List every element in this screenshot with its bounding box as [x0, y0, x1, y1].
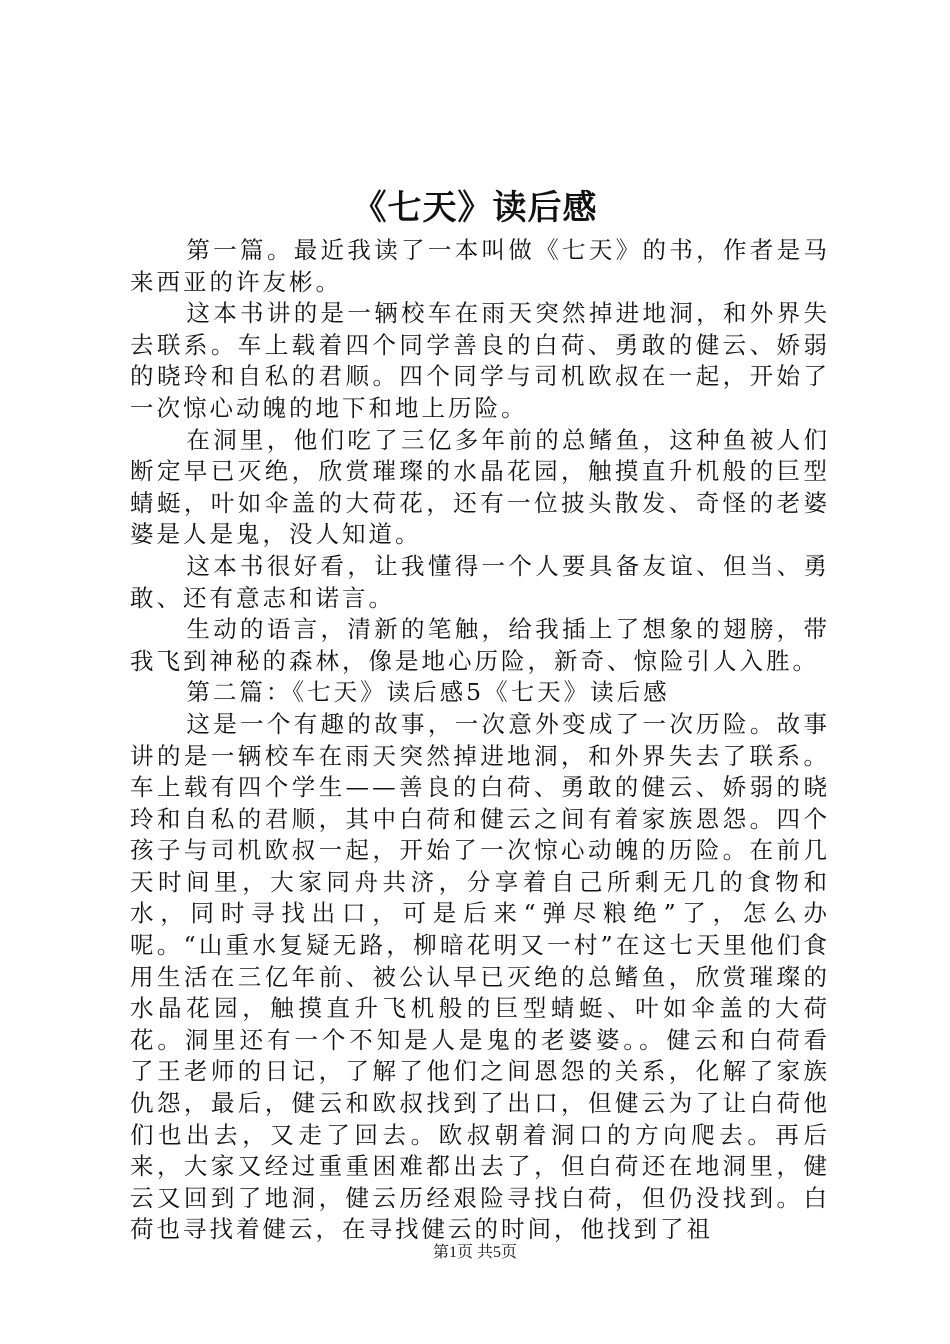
document-body [130, 235, 830, 1246]
paragraph-4: 这本书很好看，让我懂得一个人要具备友谊、但当、勇敢、还有意志和诺言。 [130, 551, 830, 612]
paragraph-6: 第二篇：《七天》读后感5《七天》读后感 [186, 678, 670, 707]
paragraph-7: 这是一个有趣的故事，一次意外变成了一次历险。故事讲的是一辆校车在雨天突然掉进地洞，和外界失去了联系。车上载有四个学生——善良的白荷、勇敢的健云、娇弱的晓玲和自私的君顺，其中白荷和健云之间有着家族恩怨。四个孩子与司机欧叔一起，开始了一次惊心动魄的历险。在前几天时间里，大家同舟共济，分享着自己所剩无几的食物和水，同时寻找出口，可是后来“弹尽粮绝”了，怎么办呢。“山重水复疑无路，柳暗花明又一村”在这七天里他们食用生活在三亿年前、被公认早已灭绝的总鳍鱼，欣赏璀璨的水晶花园，触摸直升飞机般的巨型蜻蜓、叶如伞盖的大荷花。洞里还有一个不知是人是鬼的老婆婆。。健云和白荷看了王老师的日记，了解了他们之间恩怨的关系，化解了家族仇怨，最后，健云和欧叔找到了出口，但健云为了让白荷他们也出去，又走了回去。欧叔朝着洞口的方向爬去。再后来，大家又经过重重困难都出去了，但白荷还在地洞里，健云又回到了地洞，健云历经艰险寻找白荷，但仍没找到。白荷也寻找着健云，在寻找健云的时间，他找到了祖 [130, 709, 830, 1244]
paragraph-1: 第一篇。最近我读了一本叫做《七天》的书，作者是马来西亚的许友彬。 [130, 236, 830, 296]
paragraph-3: 在洞里，他们吃了三亿多年前的总鳍鱼，这种鱼被人们断定早已灭绝，欣赏璀璨的水晶花园，触摸直升机般的巨型蜻蜓，叶如伞盖的大荷花，还有一位披头散发、奇怪的老婆婆是人是鬼，没人知道。 [130, 425, 830, 549]
paragraph-5: 生动的语言，清新的笔触，给我插上了想象的翅膀，带我飞到神秘的森林，像是地心历险，新奇、惊险引人入胜。 [130, 615, 830, 675]
paragraph-2: 这本书讲的是一辆校车在雨天突然掉进地洞，和外界失去联系。车上载着四个同学善良的白荷、勇敢的健云、娇弱的晓玲和自私的君顺。四个同学与司机欧叔在一起，开始了一次惊心动魄的地下和地上历险。 [130, 299, 830, 422]
page-footer: 第1页 共5页 [432, 1244, 517, 1261]
document-title: 《七天》读后感 [352, 188, 598, 228]
